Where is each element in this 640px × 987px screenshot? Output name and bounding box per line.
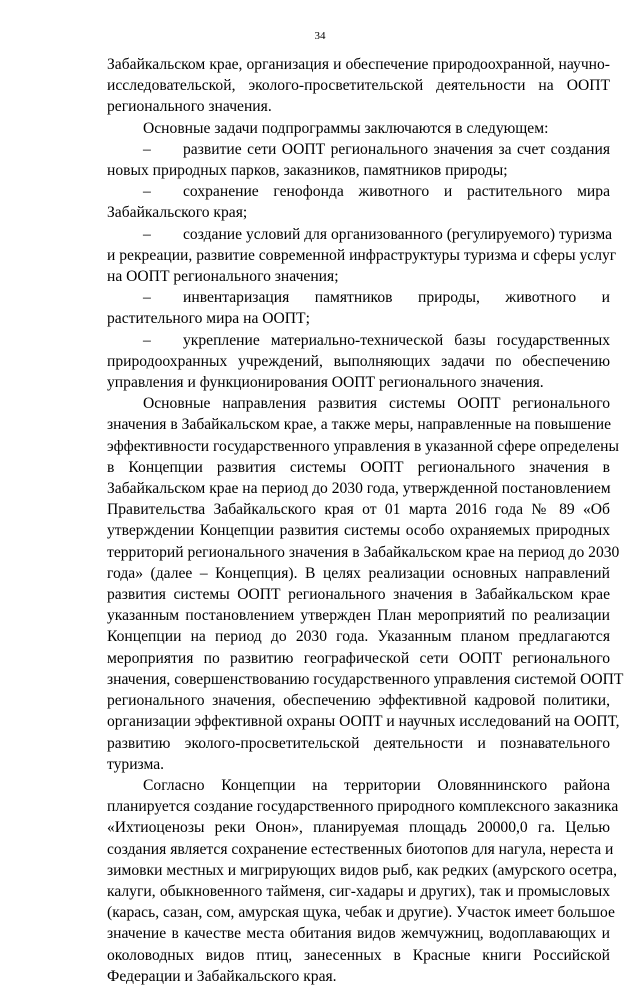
text-line — [107, 796, 619, 817]
line-text: Забайкальского края; — [107, 204, 248, 222]
text-line — [107, 181, 610, 202]
line-text: калуги, обыкновенного тайменя, сиг-хадары и других), так и промысловых — [107, 882, 610, 900]
text-line — [107, 669, 624, 690]
line-text: создание условий для организованного (регулируемого) туризма — [183, 225, 613, 243]
text-line — [107, 330, 610, 351]
text-line — [107, 563, 610, 584]
line-text: укрепление материально-технической базы государственных — [183, 331, 610, 349]
line-text: Концепции на период до 2030 года. Указанным планом предлагаются — [107, 628, 610, 646]
text-line — [107, 690, 610, 711]
text-line — [107, 96, 610, 117]
text-line — [107, 902, 615, 923]
text-line — [107, 605, 610, 626]
line-text: организации эффективной охраны ООПТ и научных исследований на ООПТ, — [107, 713, 620, 731]
text-line — [107, 520, 610, 541]
text-line — [107, 372, 610, 393]
text-line — [107, 945, 610, 966]
line-text: утверждении Концепции развития системы особо охраняемых природных — [107, 522, 610, 540]
line-text: (карась, сазан, сом, амурская щука, чебак и другие). Участок имеет большое — [107, 904, 615, 922]
line-text: значения, совершенствованию государственного управления системой ООПТ — [107, 670, 624, 688]
line-text: растительного мира на ООПТ; — [107, 310, 310, 328]
text-line — [107, 351, 610, 372]
line-text: Федерации и Забайкальского края. — [107, 967, 337, 985]
text-line — [107, 160, 610, 181]
text-line — [107, 966, 610, 987]
text-line — [107, 414, 610, 435]
line-text: инвентаризация памятников природы, животного и — [183, 289, 610, 307]
text-line — [107, 711, 620, 732]
line-text: новых природных парков, заказников, памятников природы; — [107, 162, 508, 180]
line-text: развитию эколого-просветительской деятельности и познавательного — [107, 734, 610, 752]
text-line — [107, 542, 620, 563]
list-dash: – — [143, 140, 151, 158]
line-text: Забайкальском крае, организация и обеспечение природоохранной, научно- — [107, 56, 610, 73]
line-text: туризма. — [107, 755, 165, 773]
line-text: создания является сохранение естественных биотопов для нагула, нереста и — [107, 840, 614, 858]
line-text: регионального значения, обеспечению эффективной кадровой политики, — [107, 692, 610, 710]
line-text: сохранение генофонда животного и растительного мира — [183, 183, 610, 201]
text-line — [107, 733, 610, 754]
text-line — [107, 54, 610, 75]
line-text: года» (далее – Концепция). В целях реализации основных направлений — [107, 564, 610, 582]
line-text: управления и функционирования ООПТ регионального значения. — [107, 374, 544, 392]
text-line — [107, 436, 619, 457]
line-text: на ООПТ регионального значения; — [107, 268, 339, 286]
text-line — [107, 923, 610, 944]
text-line — [107, 839, 614, 860]
list-dash: – — [143, 183, 151, 201]
line-text: Согласно Концепции на территории Оловяннинского района — [143, 776, 610, 794]
line-text: Забайкальском крае на период до 2030 года, утвержденной постановлением — [107, 480, 611, 498]
text-line — [107, 308, 610, 329]
text-line — [107, 457, 610, 478]
text-line — [107, 499, 610, 520]
text-line — [107, 118, 610, 139]
line-text: указанным постановлением утвержден План мероприятий по реализации — [107, 607, 610, 625]
text-line — [107, 754, 610, 775]
line-text: Основные задачи подпрограммы заключаются в следующем: — [143, 119, 549, 137]
text-line — [107, 817, 610, 838]
line-text: «Ихтиоценозы реки Онон», планируемая площадь 20000,0 га. Целью — [107, 819, 610, 837]
line-text: регионального значения. — [107, 98, 272, 116]
text-line — [107, 881, 610, 902]
text-line — [107, 478, 610, 499]
text-line — [107, 245, 617, 266]
text-line — [107, 393, 610, 414]
list-dash: – — [143, 331, 151, 349]
line-text: эффективности государственного управления в указанной сфере определены — [107, 437, 619, 455]
text-line — [107, 287, 610, 308]
line-text: территорий регионального значения в Забайкальском крае на период до 2030 — [107, 543, 620, 561]
line-text: Основные направления развития системы ООПТ регионального — [143, 395, 610, 413]
line-text: исследовательской, эколого-просветительской деятельности на ООПТ — [107, 77, 610, 95]
document-body — [107, 54, 624, 987]
line-text: значение в качестве места обитания видов жемчужниц, водоплавающих и — [107, 925, 610, 943]
text-line — [107, 584, 610, 605]
line-text: в Концепции развития системы ООПТ регионального значения в — [107, 458, 610, 476]
text-line — [107, 224, 613, 245]
list-dash: – — [143, 289, 151, 307]
text-line — [107, 266, 610, 287]
text-line — [107, 75, 610, 96]
text-line — [107, 202, 610, 223]
line-text: значения в Забайкальском крае, а также меры, направленные на повышение — [107, 416, 612, 434]
line-text: зимовки местных и мигрирующих видов рыб, как редких (амурского осетра, — [107, 861, 617, 879]
line-text: мероприятия по развитию географической сети ООПТ регионального — [107, 649, 610, 667]
line-text: развития системы ООПТ регионального значения в Забайкальском крае — [107, 586, 610, 604]
line-text: Правительства Забайкальского края от 01 марта 2016 года № 89 «Об — [107, 501, 610, 519]
list-dash: – — [143, 225, 151, 243]
line-text: развитие сети ООПТ регионального значения за счет создания — [183, 140, 610, 158]
line-text: околоводных видов птиц, занесенных в Красные книги Российской — [107, 946, 610, 964]
line-text: планируется создание государственного природного комплексного заказника — [107, 798, 619, 816]
text-line — [107, 139, 610, 160]
line-text: природоохранных учреждений, выполняющих задачи по обеспечению — [107, 352, 610, 370]
text-line — [107, 626, 610, 647]
page-number: 34 — [314, 30, 326, 42]
text-line — [107, 648, 610, 669]
line-text: и рекреации, развитие современной инфраструктуры туризма и сферы услуг — [107, 246, 617, 264]
text-line — [107, 775, 610, 796]
text-line — [107, 860, 617, 881]
